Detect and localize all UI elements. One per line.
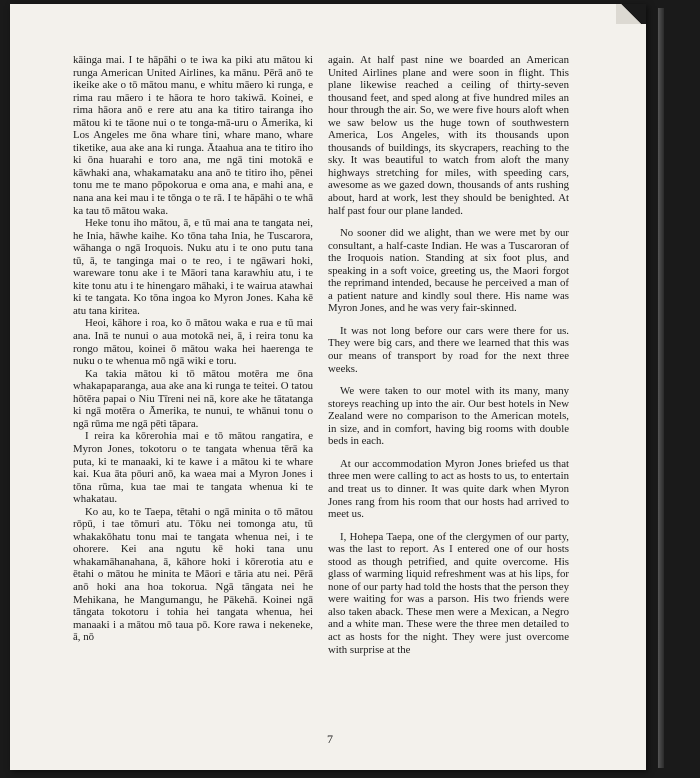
maori-paragraph-5: I reira ka kōrerohia mai e tō mātou rangatira, e Myron Jones, tokotoru o te tangata whenua tērā ka puta, ki te manaaki, ki te kawe i a mātou ki te whare kai. Kua āta pōuri anō, ka waea mai a Myron Jones i tōna rūma, kua tae mai te tangata whenua ki te whakatau. — [73, 430, 313, 506]
book-spine-edge — [658, 8, 664, 768]
english-paragraph-6: I, Hohepa Taepa, one of the clergymen of our party, was the last to report. As I entered one of our hosts stood as though petrified, and quite overcome. His glass of warming liquid refreshment was at his lips, for none of our party had told the hosts that the person they were waiting for was a parson. His two friends were also taken aback. These men were a Mexican, a Negro and a white man. These were the three men detailed to act as hosts for the night. They were just overcome with surprise at the — [328, 530, 569, 656]
page-number: 7 — [327, 732, 333, 746]
maori-paragraph-1: kāinga mai. I te hāpāhi o te iwa ka piki atu mātou ki runga American United Airlines, ka mānu. Pērā anō te ikeike ake o tō mātou manu, e whitu māero ki runga, e rima rau māero i te hāora te horo takiwā. Koinei, e rima hāora anō e rere atu ana ka titiro tairanga iho mātou ki te tāone nui o te tonga-mā-uru o Āmerika, ki Los Angeles me ōna whare tini, whare mano, whare tiketike, aua ake ana ki runga. Ātaahua ana te titiro iho ki ōna huarahi e toro ana, me ngā tini motokā e kāwhaki ana, whakamataku ana anō te titiro iho, pēnei tonu me te mano pōpokorua e oma ana, e mahi ana, e nana ana kei mau i te tōnga o te rā. I te hāpāhi o te whā ka tau tō mātou waka. — [73, 54, 313, 217]
english-text-column — [328, 54, 569, 666]
document-page — [10, 4, 646, 770]
maori-paragraph-2: Heke tonu iho mātou, ā, e tū mai ana te tangata nei, he Inia, hāwhe kaihe. Ko tōna taha Inia, he Tuscarora, wāhanga o ngā Iroquois. Nuku atu i te ono putu tana tū, ā, te tanginga mai o te reo, i te ngāwari hoki, wareware tonu ake i te Māori tana karawhiu atu, i te kite tonu atu i te hinengaro māhaki, i te wairua atawhai ki te tangata. Ko tōna ingoa ko Myron Jones. Kaha kē atu tana kiritea. — [73, 217, 313, 317]
english-paragraph-1: again. At half past nine we boarded an American United Airlines plane and were soon in flight. This plane likewise reached a ceiling of thirty-seven thousand feet, and sped along at five hundred miles an hour through the air. So, we were five hours aloft when we saw below us the huge town of southwestern America, Los Angeles, with its thousands upon thousands of buildings, its skycrapers, reaching to the sky. It was beautiful to watch from aloft the many highways stretching for miles, with speeding cars, awesome as we gazed down, thousands of ants rushing about, hard at work, lest they should be benighted. At half past four our plane landed. — [328, 54, 569, 217]
background-spine — [646, 0, 700, 778]
english-paragraph-4: We were taken to our motel with its many, many storeys reaching up into the air. Our best hotels in New Zealand were no comparison to the American motels, in size, and in comfort, having big rooms with double beds in each. — [328, 385, 569, 448]
maori-paragraph-6: Ko au, ko te Taepa, tētahi o ngā minita o tō mātou rōpū, i tae tōmuri atu. Tōku nei tomonga atu, tū whakakōhatu tonu mai te tangata whenua nei, i te ohorere. Kei ana ngutu kē hoki tana unu whakamāhanahana, ā, kāhore hoki i kōrerotia atu e ētahi o mātou he minita te Māori e tāria atu nei. Pērā anō hoki ana hoa tokorua. Ngā tāngata nei he Mehikana, he Mangumangu, he Pākehā. Koinei ngā tāngata tokotoru i tohia hei tangata whenua, hei manaaki i a mātou mō taua pō. Kore rawa i nekeneke, ā, nō — [73, 505, 313, 644]
maori-paragraph-4: Ka takia mātou ki tō mātou motēra me ōna whakapaparanga, aua ake ana ki runga te teitei. O tatou hōtēra papai o Niu Tīreni nei nā, kore ake he tātatanga ki ngā motēra o Āmerika, te nunui, te whānui tonu o ngā rūma me ngā pēti tāpara. — [73, 367, 313, 430]
english-paragraph-5: At our accommodation Myron Jones briefed us that three men were calling to act as hosts to us, to entertain and treat us to dinner. It was quite dark when Myron Jones rang from his room that our hosts had arrived to meet us. — [328, 457, 569, 521]
english-paragraph-2: No sooner did we alight, than we were met by our consultant, a half-caste Indian. He was a Tuscaroran of the Iroquois nation. Standing at six foot plus, and speaking in a soft voice, greeting us, the Maori forgot the reprimand intended, because he perceived a man of a patient nature and kindly soul there. His name was Myron Jones, and he was very fair-skinned. — [328, 227, 569, 315]
english-paragraph-3: It was not long before our cars were there for us. They were big cars, and there we learned that this was our means of transport by road for the next three weeks. — [328, 324, 569, 375]
page-corner-fold — [616, 4, 646, 24]
maori-text-column — [73, 54, 313, 644]
maori-paragraph-3: Heoi, kāhore i roa, ko ō mātou waka e rua e tū mai ana. Inā te nunui o aua motokā nei, ā, i reira tonu ka rongo mātou, koinei ō mātou waka hei haerenga te nuku o te whenua mō ngā wiki e toru. — [73, 317, 313, 368]
